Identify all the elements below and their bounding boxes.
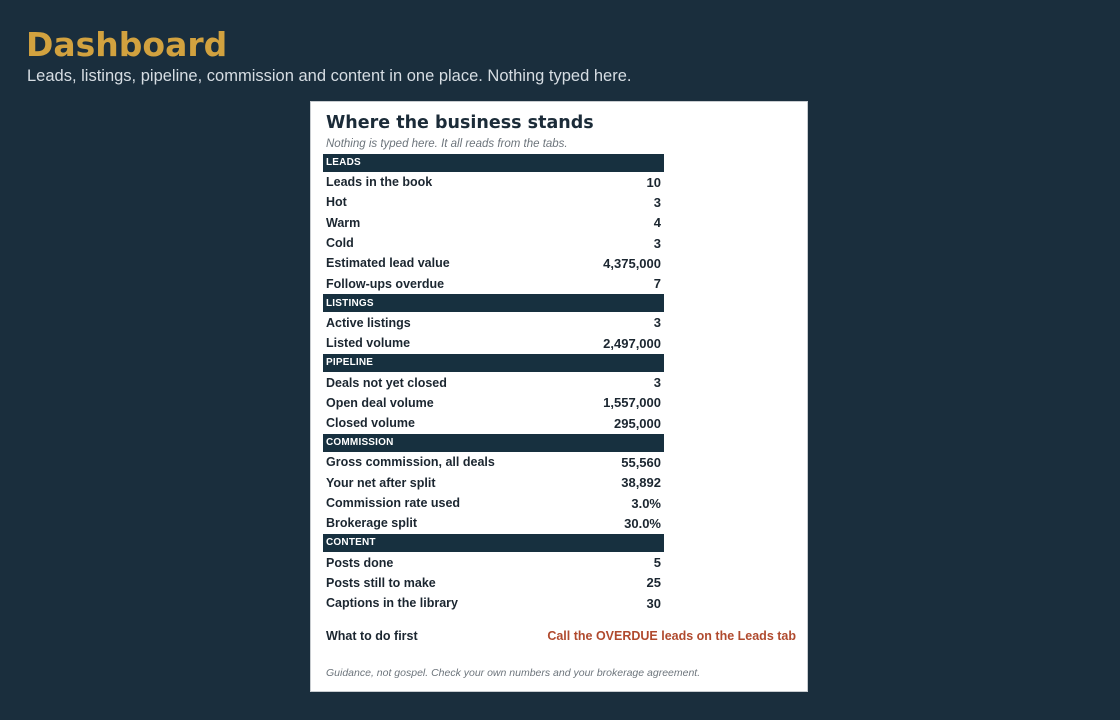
- page-title: Dashboard: [26, 25, 228, 64]
- section-label: CONTENT: [326, 537, 376, 549]
- metric-row: [323, 213, 664, 233]
- metric-value: 295,000: [614, 415, 661, 431]
- metric-label: Active listings: [326, 315, 411, 330]
- section-header-content: [323, 534, 664, 552]
- footer-note: Guidance, not gospel. Check your own numbers and your brokerage agreement.: [326, 667, 701, 679]
- section-header-listings: [323, 294, 664, 312]
- metric-label: Open deal volume: [326, 395, 434, 410]
- section-label: LEADS: [326, 157, 361, 168]
- metric-row: [323, 372, 664, 392]
- metric-label: Leads in the book: [326, 175, 433, 190]
- metric-label: Posts done: [326, 555, 394, 570]
- metric-row: [323, 452, 664, 472]
- metric-row: [323, 333, 664, 353]
- metric-label: Captions in the library: [326, 596, 458, 611]
- metric-row: [323, 313, 664, 333]
- metric-value: 3.0%: [631, 495, 661, 511]
- metric-value: 25: [646, 575, 661, 591]
- metric-label: Commission rate used: [326, 496, 461, 510]
- metric-label: Warm: [326, 215, 361, 230]
- action-value: Call the OVERDUE leads on the Leads tab: [547, 629, 796, 643]
- metric-row: [323, 192, 664, 212]
- section-header-pipeline: [323, 354, 664, 372]
- metric-value: 55,560: [621, 454, 661, 470]
- metric-row: [323, 593, 664, 613]
- page-subtitle: Leads, listings, pipeline, commission and content in one place. Nothing typed here.: [27, 67, 632, 85]
- metric-row: [323, 493, 664, 513]
- metric-row: [323, 413, 664, 433]
- metric-value: 10: [646, 174, 661, 190]
- metric-row: [323, 393, 664, 413]
- section-header-leads: [323, 154, 664, 172]
- metric-value: 38,892: [621, 475, 661, 491]
- metric-label: Hot: [326, 195, 347, 210]
- metric-label: Posts still to make: [326, 575, 436, 590]
- metric-value: 3: [653, 194, 661, 210]
- section-label: PIPELINE: [326, 357, 374, 369]
- metric-value: 3: [653, 235, 661, 251]
- metric-label: Estimated lead value: [326, 256, 450, 271]
- metric-row: [323, 253, 664, 273]
- metric-value: 3: [653, 375, 661, 391]
- card-note: Nothing is typed here. It all reads from the tabs.: [326, 138, 568, 150]
- metric-value: 3: [653, 315, 661, 331]
- metric-label: Deals not yet closed: [326, 375, 447, 390]
- metric-label: Gross commission, all deals: [326, 455, 495, 470]
- metric-label: Cold: [326, 236, 354, 251]
- metric-label: Follow-ups overdue: [326, 276, 445, 291]
- card-title: Where the business stands: [326, 113, 594, 133]
- metric-value: 1,557,000: [603, 395, 661, 411]
- metric-row: [323, 172, 664, 192]
- metric-label: Your net after split: [326, 475, 436, 490]
- metric-row: [323, 552, 664, 572]
- metric-value: 4,375,000: [603, 255, 661, 271]
- section-header-commission: [323, 434, 664, 452]
- metric-row: [323, 573, 664, 593]
- metrics-table: [323, 153, 664, 613]
- metric-label: Listed volume: [326, 336, 411, 351]
- metric-label: Closed volume: [326, 416, 415, 431]
- action-label: What to do first: [326, 629, 418, 643]
- metric-row: [323, 273, 664, 293]
- metric-value: 7: [653, 276, 661, 292]
- section-label: COMMISSION: [326, 437, 394, 449]
- section-label: LISTINGS: [326, 297, 374, 309]
- dashboard-card: [310, 101, 808, 692]
- metric-value: 30: [646, 595, 661, 611]
- metric-value: 2,497,000: [603, 335, 661, 351]
- metric-row: [323, 233, 664, 253]
- metric-row: [323, 513, 664, 533]
- metric-row: [323, 473, 664, 493]
- metric-value: 5: [653, 555, 661, 571]
- metric-label: Brokerage split: [326, 516, 418, 531]
- metric-value: 4: [653, 215, 661, 231]
- metric-value: 30.0%: [624, 515, 661, 531]
